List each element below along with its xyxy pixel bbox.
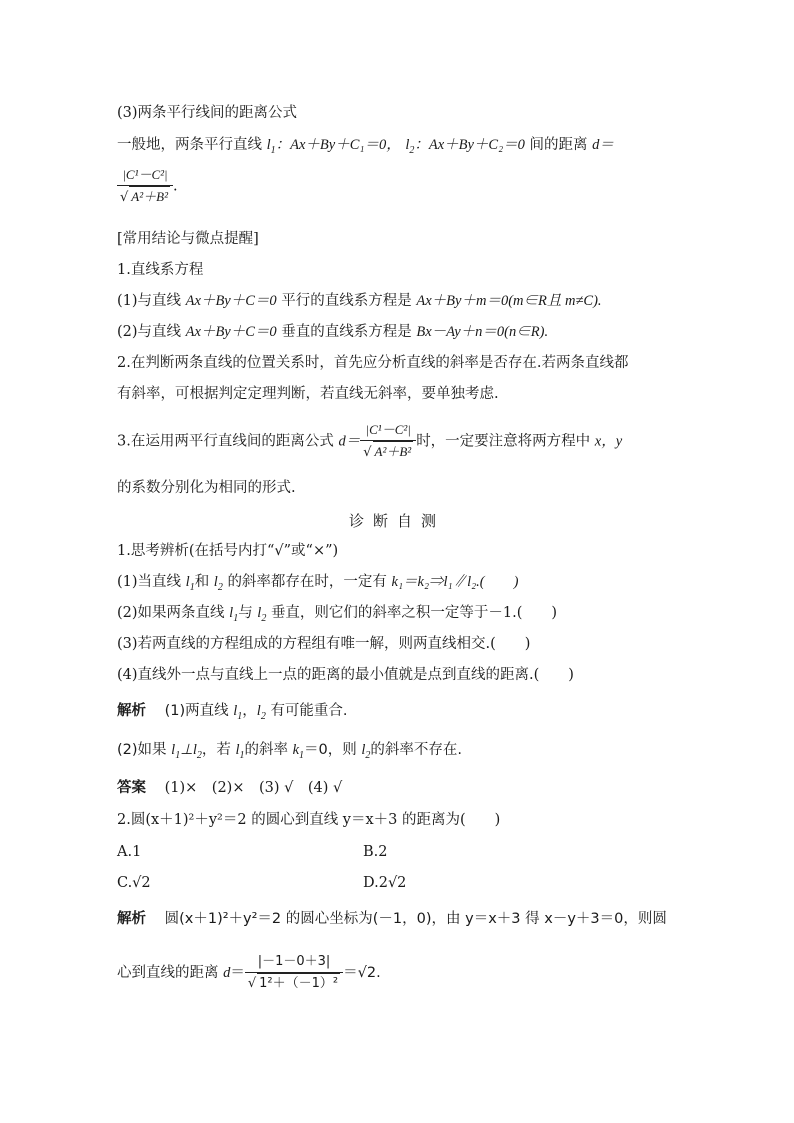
jx2-line-1: 圆(x＋1)²＋y²＝2 的圆心坐标为(－1，0)，由 y＝x＋3 得 x－y＋3＝0，则圆	[164, 911, 667, 927]
question-1: 1.思考辨析(在括号内打“√”或“×”)	[117, 543, 339, 559]
distance-formula: $\frac{\text{|C¹－C²|}}{\text{√ A²＋B²}}$ .	[117, 165, 178, 208]
formula-fraction	[117, 165, 173, 208]
c1-2-prefix: (2)与直线	[117, 324, 182, 340]
option-d: D.2√2	[363, 875, 407, 891]
answer-1-values: (1)× (2)× (3) √ (4) √	[164, 780, 343, 796]
formula-denominator-2: A²＋B²	[373, 441, 414, 462]
analysis-label-2: 解析	[117, 911, 146, 927]
question-1-4: (4)直线外一点与直线上一点的距离的最小值就是点到直线的距离.( )	[117, 667, 574, 683]
c3-xy: x，y	[594, 433, 623, 450]
answer-label: 答案	[117, 780, 146, 796]
c3-mid: 时，一定要注意将两方程中	[416, 433, 591, 450]
conclusion-1-title: 1.直线系方程	[117, 262, 204, 278]
jx2-line-2-prefix: 心到直线的距离	[117, 965, 219, 981]
conclusion-2-line-2: 有斜率，可根据判定定理判断，若直线无斜率，要单独考虑.	[117, 386, 499, 402]
d-equals: d＝	[592, 137, 614, 153]
question-2: 2.圆(x＋1)²＋y²＝2 的圆心到直线 y＝x＋3 的距离为( )	[117, 812, 501, 828]
q1-1-prefix: (1)当直线	[117, 574, 182, 590]
jx2-fraction	[245, 952, 343, 994]
jx1-2-c: 的斜率	[244, 742, 288, 758]
parallel-distance-text	[117, 135, 614, 155]
formula-numerator-2: |C¹－C²|	[365, 422, 411, 437]
option-a: A.1	[117, 844, 142, 860]
l1-l2-label: $l_1$	[185, 574, 195, 593]
sqrt-icon: √	[363, 445, 372, 460]
jx2-denominator: 1²＋（－1）²	[257, 973, 340, 994]
section-title: 诊断自测	[348, 512, 445, 530]
q1-1-mid: 的斜率都存在时，一定有	[227, 574, 387, 590]
conclusion-1-1	[117, 291, 602, 311]
d-equals-2: d＝	[338, 433, 361, 450]
analysis-label: 解析	[117, 703, 146, 719]
conclusion-1-2	[117, 322, 548, 342]
jx1-2-d: ，则	[327, 742, 357, 758]
jx1-1-prefix: (1)两直线	[164, 703, 229, 719]
conclusion-2-line-1: 2.在判断两条直线的位置关系时，首先应分析直线的斜率是否存在.若两条直线都	[117, 355, 629, 371]
section-3-title: (3)两条平行线间的距离公式	[117, 105, 298, 121]
l2-label: $l_2$：	[405, 137, 429, 156]
text-a: 一般地，两条平行直线	[117, 137, 262, 153]
jx2-result: ＝√2.	[343, 965, 381, 981]
analysis-2-line-2: 心到直线的距离 d＝ $\frac{|-1-0+3|}{\text{√ 1²＋（－1）²}}$ ＝√2.	[117, 952, 381, 994]
c1-2-mid: 垂直的直线系方程是	[281, 324, 412, 340]
answer-1	[117, 778, 342, 798]
c1-1-family-eq: Ax＋By＋m＝0(m∈R且 m≠C).	[416, 293, 602, 309]
sqrt-icon: √	[120, 190, 129, 205]
l1-l2-label-2: $l_1$	[229, 605, 239, 624]
bracket-heading: [常用结论与微点提醒]	[117, 231, 259, 247]
sqrt-icon: √	[247, 976, 257, 991]
option-c: C.√2	[117, 875, 151, 891]
question-1-1: (1)当直线 $l_1$和 $l_2$ 的斜率都存在时，一定有 k₁＝k₂⇒l₁∥l₂.( )	[117, 574, 519, 593]
l2-equation: Ax＋By＋C₂＝0	[428, 137, 525, 153]
jx1-2-b: ，若	[201, 742, 231, 758]
q1-2-rest: 垂直，则它们的斜率之积一定等于－1.( )	[270, 605, 558, 621]
q1-1-claim: k₁＝k₂⇒l₁∥l₂.( )	[391, 574, 519, 590]
analysis-2-line-1	[117, 909, 667, 929]
c1-2-family-eq: Bx－Ay＋n＝0(n∈R).	[416, 324, 549, 340]
formula-fraction-2	[360, 420, 416, 463]
text-b: 间的距离	[529, 137, 588, 153]
c3-prefix: 3.在运用两平行直线间的距离公式	[117, 433, 334, 450]
c1-1-mid: 平行的直线系方程是	[281, 293, 412, 309]
option-b: B.2	[363, 844, 388, 860]
question-1-3: (3)若两直线的方程组成的方程组有唯一解，则两直线相交.( )	[117, 636, 531, 652]
jx1-2-e: 的斜率不存在.	[370, 742, 463, 758]
c1-2-line-eq: Ax＋By＋C＝0	[185, 324, 277, 340]
c1-1-line-eq: Ax＋By＋C＝0	[185, 293, 277, 309]
l1-equation: Ax＋By＋C₁＝0，	[290, 137, 401, 153]
jx1-2-a: (2)如果	[117, 742, 167, 758]
formula-numerator: |C¹－C²|	[122, 167, 168, 182]
analysis-1-1: 解析 (1)两直线 $l_1$，$l_2$ 有可能重合.	[117, 703, 348, 722]
c1-1-prefix: (1)与直线	[117, 293, 182, 309]
q1-2-prefix: (2)如果两条直线	[117, 605, 225, 621]
jx1-1-rest: 有可能重合.	[270, 703, 348, 719]
conclusion-3-line-1	[117, 420, 622, 463]
formula-denominator: A²＋B²	[129, 186, 170, 207]
conclusion-3-line-2: 的系数分别化为相同的形式.	[117, 480, 296, 496]
analysis-1-2: (2)如果 $l_1\perp l_2$，若 $l_1$的斜率 $k_1=0$，则 $l_2$的斜率不存在.	[117, 742, 463, 761]
jx2-numerator: |－1－0＋3|	[257, 954, 331, 969]
l1-label: $l_1$：	[266, 137, 291, 156]
question-1-2: (2)如果两条直线 $l_1$与 $l_2$ 垂直，则它们的斜率之积一定等于－1.( )	[117, 605, 558, 624]
